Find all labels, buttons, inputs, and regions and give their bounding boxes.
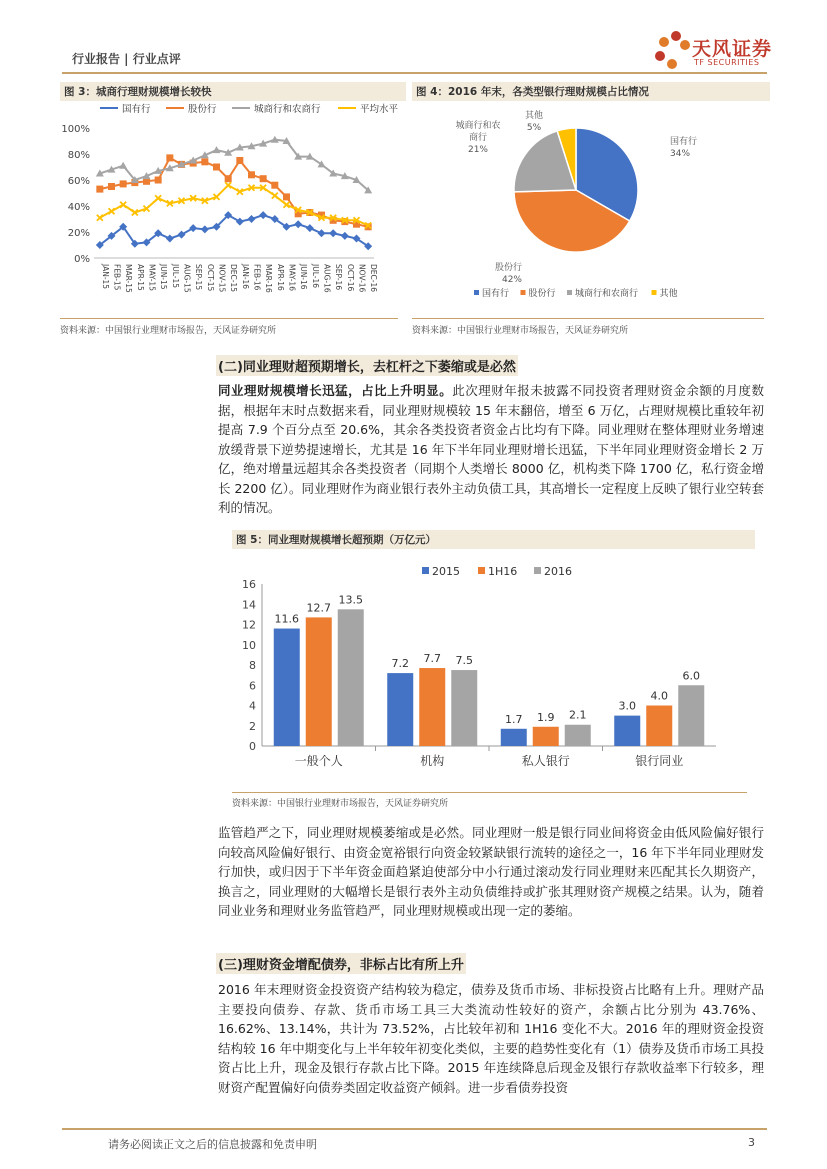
- pie-label: 商行: [468, 133, 488, 143]
- section-2-paragraph-2: 监管趋严之下，同业理财规模萎缩或是必然。同业理财一般是银行同业间将资金由低风险偏好银行向较高风险偏好银行、由资金宽裕银行向资金较紧缺银行流转的途径之一，16 年下半年同业理财发行加快，或归因于下半年资金面趋紧迫使部分中小行通过滚动发行同业理财来匹配其长久期资产，换言之，同业理财的大幅增长是银行表外主动负债维持或扩张其理财资产规模之结果。认为，随着同业业务和理财业务监管趋严，同业理财规模或出现一定的萎缩。: [218, 825, 764, 918]
- data-point: [120, 202, 126, 208]
- x-tick-label: JUN-15: [159, 264, 169, 290]
- y-tick-label: 10: [242, 638, 256, 652]
- bar: [338, 609, 364, 746]
- figure-5-source: 资料来源：中国银行业理财市场报告，天风证券研究所: [232, 799, 449, 809]
- series-line: [100, 215, 368, 246]
- pie-label: 国有行: [670, 137, 698, 147]
- bar-value-label: 4.0: [650, 689, 668, 703]
- footer-disclaimer: 请务必阅读正文之后的信息披露和免责申明: [108, 1138, 317, 1151]
- bar: [451, 670, 477, 746]
- bar: [419, 668, 445, 746]
- x-tick-label: OCT-16: [345, 264, 355, 292]
- data-point: [341, 232, 349, 240]
- data-point: [213, 164, 220, 171]
- x-tick-label: FEB-16: [252, 264, 262, 291]
- category-label: 银行同业: [635, 754, 684, 768]
- y-tick-label: 8: [249, 659, 256, 672]
- data-point: [329, 229, 337, 237]
- x-tick-label: AUG-15: [182, 264, 192, 293]
- data-point: [120, 180, 127, 187]
- data-point: [119, 162, 127, 169]
- pie-label: 5%: [526, 123, 542, 133]
- data-point: [306, 224, 314, 232]
- legend-swatch: [534, 567, 541, 574]
- logo-subtext: TF SECURITIES: [694, 58, 760, 67]
- legend-label: 平均水平: [360, 104, 399, 115]
- pie-label: 股份行: [494, 263, 522, 273]
- x-tick-label: MAR-16: [264, 264, 274, 293]
- figure-5-bar-chart: [232, 550, 747, 790]
- y-tick-label: 80%: [67, 150, 90, 161]
- data-point: [248, 171, 255, 178]
- bar-value-label: 7.5: [455, 654, 473, 668]
- figure-5-caption: 图 5：同业理财规模增长超预期（万亿元）: [232, 530, 755, 549]
- y-tick-label: 20%: [67, 228, 90, 239]
- bar: [678, 685, 704, 746]
- data-point: [225, 175, 232, 182]
- bar: [274, 629, 300, 746]
- x-tick-label: JUN-16: [299, 264, 309, 290]
- pie-label: 34%: [670, 149, 691, 159]
- figure-4-pie-chart: [412, 102, 764, 312]
- category-label: 一般个人: [294, 754, 343, 768]
- bar-value-label: 13.5: [338, 593, 363, 607]
- data-point: [271, 182, 278, 189]
- data-point: [236, 157, 243, 164]
- y-tick-label: 4: [249, 699, 256, 713]
- pie-label: 42%: [501, 275, 522, 285]
- section-3-heading: (三)理财资金增配债券，非标占比有所上升: [216, 953, 466, 974]
- pie-label: 城商行和农: [455, 121, 501, 131]
- y-tick-label: 60%: [67, 176, 90, 187]
- data-point: [96, 186, 103, 193]
- data-point: [259, 211, 267, 219]
- logo-petal-icon: [652, 30, 694, 74]
- x-tick-label: SEP-15: [194, 264, 204, 291]
- section-2-lead: 同业理财规模增长迅猛，占比上升明显。: [218, 383, 453, 398]
- section-2-heading: (二)同业理财超预期增长，去杠杆之下萎缩或是必然: [216, 355, 518, 376]
- x-tick-label: JUL-15: [170, 264, 180, 288]
- legend-label: 2015: [432, 565, 460, 578]
- legend-swatch: [652, 290, 657, 295]
- figure-4-caption: 图 4：2016 年末，各类型银行理财规模占比情况: [412, 82, 770, 101]
- figure-3-source: 资料来源：中国银行业理财市场报告，天风证券研究所: [60, 326, 277, 336]
- section-2-paragraph-1: [218, 381, 764, 518]
- legend-swatch: [521, 290, 526, 295]
- section-2-body: 此次理财年报未披露不同投资者理财资金余额的月度数据，根据年末时点数据来看，同业理财规模较 15 年末翻倍，增至 6 万亿，占理财规模比重较年初提高 7.9 个百分点至 20.6%，其余各类投资者资金占比均有下降。同业理财在整体理财业务增速放缓背景下逆势提速增长，尤其是 16 年下半年同业理财增长迅猛，下半年同业理财资金增长 2 万亿，绝对增量远超其余各类投资者（同期个人类增长 8000 亿，机构类下降 1700 亿，私行资金增长 2200 亿）。同业理财作为商业银行表外主动负债工具，其高增长一定程度上反映了银行业空转套利的情况。: [218, 383, 765, 515]
- bar-value-label: 7.7: [423, 652, 441, 666]
- x-tick-label: JAN-16: [240, 264, 250, 290]
- y-tick-label: 6: [249, 679, 256, 693]
- data-point: [109, 208, 115, 214]
- category-label: 私人银行: [521, 754, 570, 768]
- x-tick-label: SEP-16: [334, 264, 344, 291]
- x-tick-label: APR-16: [275, 264, 285, 291]
- bar-value-label: 7.2: [391, 657, 409, 671]
- pie-label: 其他: [524, 111, 544, 121]
- legend-swatch: [478, 567, 485, 574]
- x-tick-label: MAY-15: [147, 264, 157, 291]
- legend-label: 城商行和农商行: [575, 289, 639, 299]
- figure-4-source: 资料来源：中国银行业理财市场报告，天风证券研究所: [412, 326, 629, 336]
- y-tick-label: 12: [242, 618, 256, 632]
- y-tick-label: 40%: [67, 202, 90, 213]
- x-tick-label: DEC-15: [229, 264, 239, 293]
- y-tick-label: 14: [242, 598, 256, 612]
- figure-3-rule: [60, 318, 398, 319]
- x-tick-label: MAY-16: [287, 264, 297, 291]
- header-rule: [62, 72, 767, 74]
- data-point: [318, 229, 326, 237]
- legend-swatch: [567, 290, 572, 295]
- y-tick-label: 0: [249, 740, 256, 753]
- report-category: 行业报告 | 行业点评: [72, 52, 181, 66]
- bar: [501, 729, 527, 746]
- bar: [306, 617, 332, 746]
- figure-4-rule: [412, 318, 764, 319]
- legend-label: 国有行: [482, 289, 510, 299]
- legend-label: 国有行: [122, 104, 151, 115]
- data-point: [272, 193, 278, 199]
- x-tick-label: DEC-16: [369, 264, 379, 293]
- category-label: 机构: [420, 754, 445, 768]
- data-point: [201, 225, 209, 233]
- pie-label: 21%: [467, 145, 489, 155]
- y-tick-label: 16: [242, 578, 256, 591]
- legend-label: 城商行和农商行: [254, 104, 321, 115]
- legend-label: 股份行: [528, 289, 556, 299]
- bar-value-label: 3.0: [618, 699, 636, 713]
- data-point: [108, 183, 115, 190]
- data-point: [166, 235, 174, 243]
- data-point: [236, 218, 244, 226]
- x-tick-label: AUG-16: [322, 264, 332, 293]
- footer-rule: [62, 1128, 767, 1130]
- x-tick-label: OCT-15: [205, 264, 215, 292]
- bar: [533, 727, 559, 746]
- figure-3-caption: 图 3：城商行理财规模增长较快: [60, 82, 406, 101]
- bar: [614, 716, 640, 746]
- figure-3-line-chart: [60, 102, 400, 312]
- y-tick-label: 0%: [74, 254, 90, 265]
- bar-value-label: 12.7: [306, 601, 331, 615]
- data-point: [213, 146, 221, 153]
- logo-text: 天风证券: [692, 38, 773, 60]
- data-point: [178, 231, 186, 239]
- data-point: [189, 224, 197, 232]
- legend-label: 股份行: [188, 104, 217, 115]
- figure-5-rule: [232, 792, 747, 793]
- legend-swatch: [422, 567, 429, 574]
- data-point: [225, 182, 231, 188]
- data-point: [294, 220, 302, 228]
- bar: [387, 673, 413, 746]
- data-point: [166, 154, 173, 161]
- x-tick-label: NOV-15: [217, 264, 227, 293]
- x-tick-label: FEB-15: [112, 264, 122, 291]
- legend-swatch: [474, 290, 479, 295]
- legend-label: 其他: [659, 289, 678, 299]
- x-tick-label: JAN-15: [100, 264, 110, 290]
- bar-value-label: 1.7: [505, 712, 523, 726]
- bar: [646, 706, 672, 747]
- section-3-paragraph-1: 2016 年末理财资金投资资产结构较为稳定，债券及货币市场、非标投资占比略有上升。理财产品主要投向债券、存款、货币市场工具三大类流动性较好的资产，余额占比分别为 43.76%、16.62%、13.14%，共计为 73.52%，占比较年初和 1H16 变化不大。2016 年的理财资金投资结构较 16 年中期变化与上半年较年初变化类似，主要的趋势性变化有（1）债券及货币市场工具投资占比上升，现金及银行存款占比下降。2015 年连续降息后现金及银行存款收益率下行较多，理财资产配置偏好向债券类固定收益资产倾斜。进一步看债券投资: [218, 982, 764, 1095]
- data-point: [201, 158, 208, 165]
- bar-value-label: 6.0: [682, 669, 700, 683]
- page-number: 3: [748, 1136, 755, 1149]
- x-tick-label: APR-15: [135, 264, 145, 291]
- legend-label: 2016: [544, 565, 572, 578]
- y-tick-label: 2: [249, 719, 256, 733]
- data-point: [97, 215, 103, 221]
- x-tick-label: MAR-15: [124, 264, 134, 293]
- bar-value-label: 2.1: [569, 708, 587, 722]
- x-tick-label: JUL-16: [310, 264, 320, 288]
- y-tick-label: 100%: [61, 124, 90, 135]
- data-point: [260, 175, 267, 182]
- data-point: [283, 193, 290, 200]
- bar-value-label: 11.6: [274, 612, 299, 626]
- data-point: [155, 177, 162, 184]
- x-tick-label: NOV-16: [357, 264, 367, 293]
- legend-label: 1H16: [488, 565, 518, 578]
- data-point: [248, 215, 256, 223]
- bar: [565, 725, 591, 746]
- bar-value-label: 1.9: [537, 710, 555, 724]
